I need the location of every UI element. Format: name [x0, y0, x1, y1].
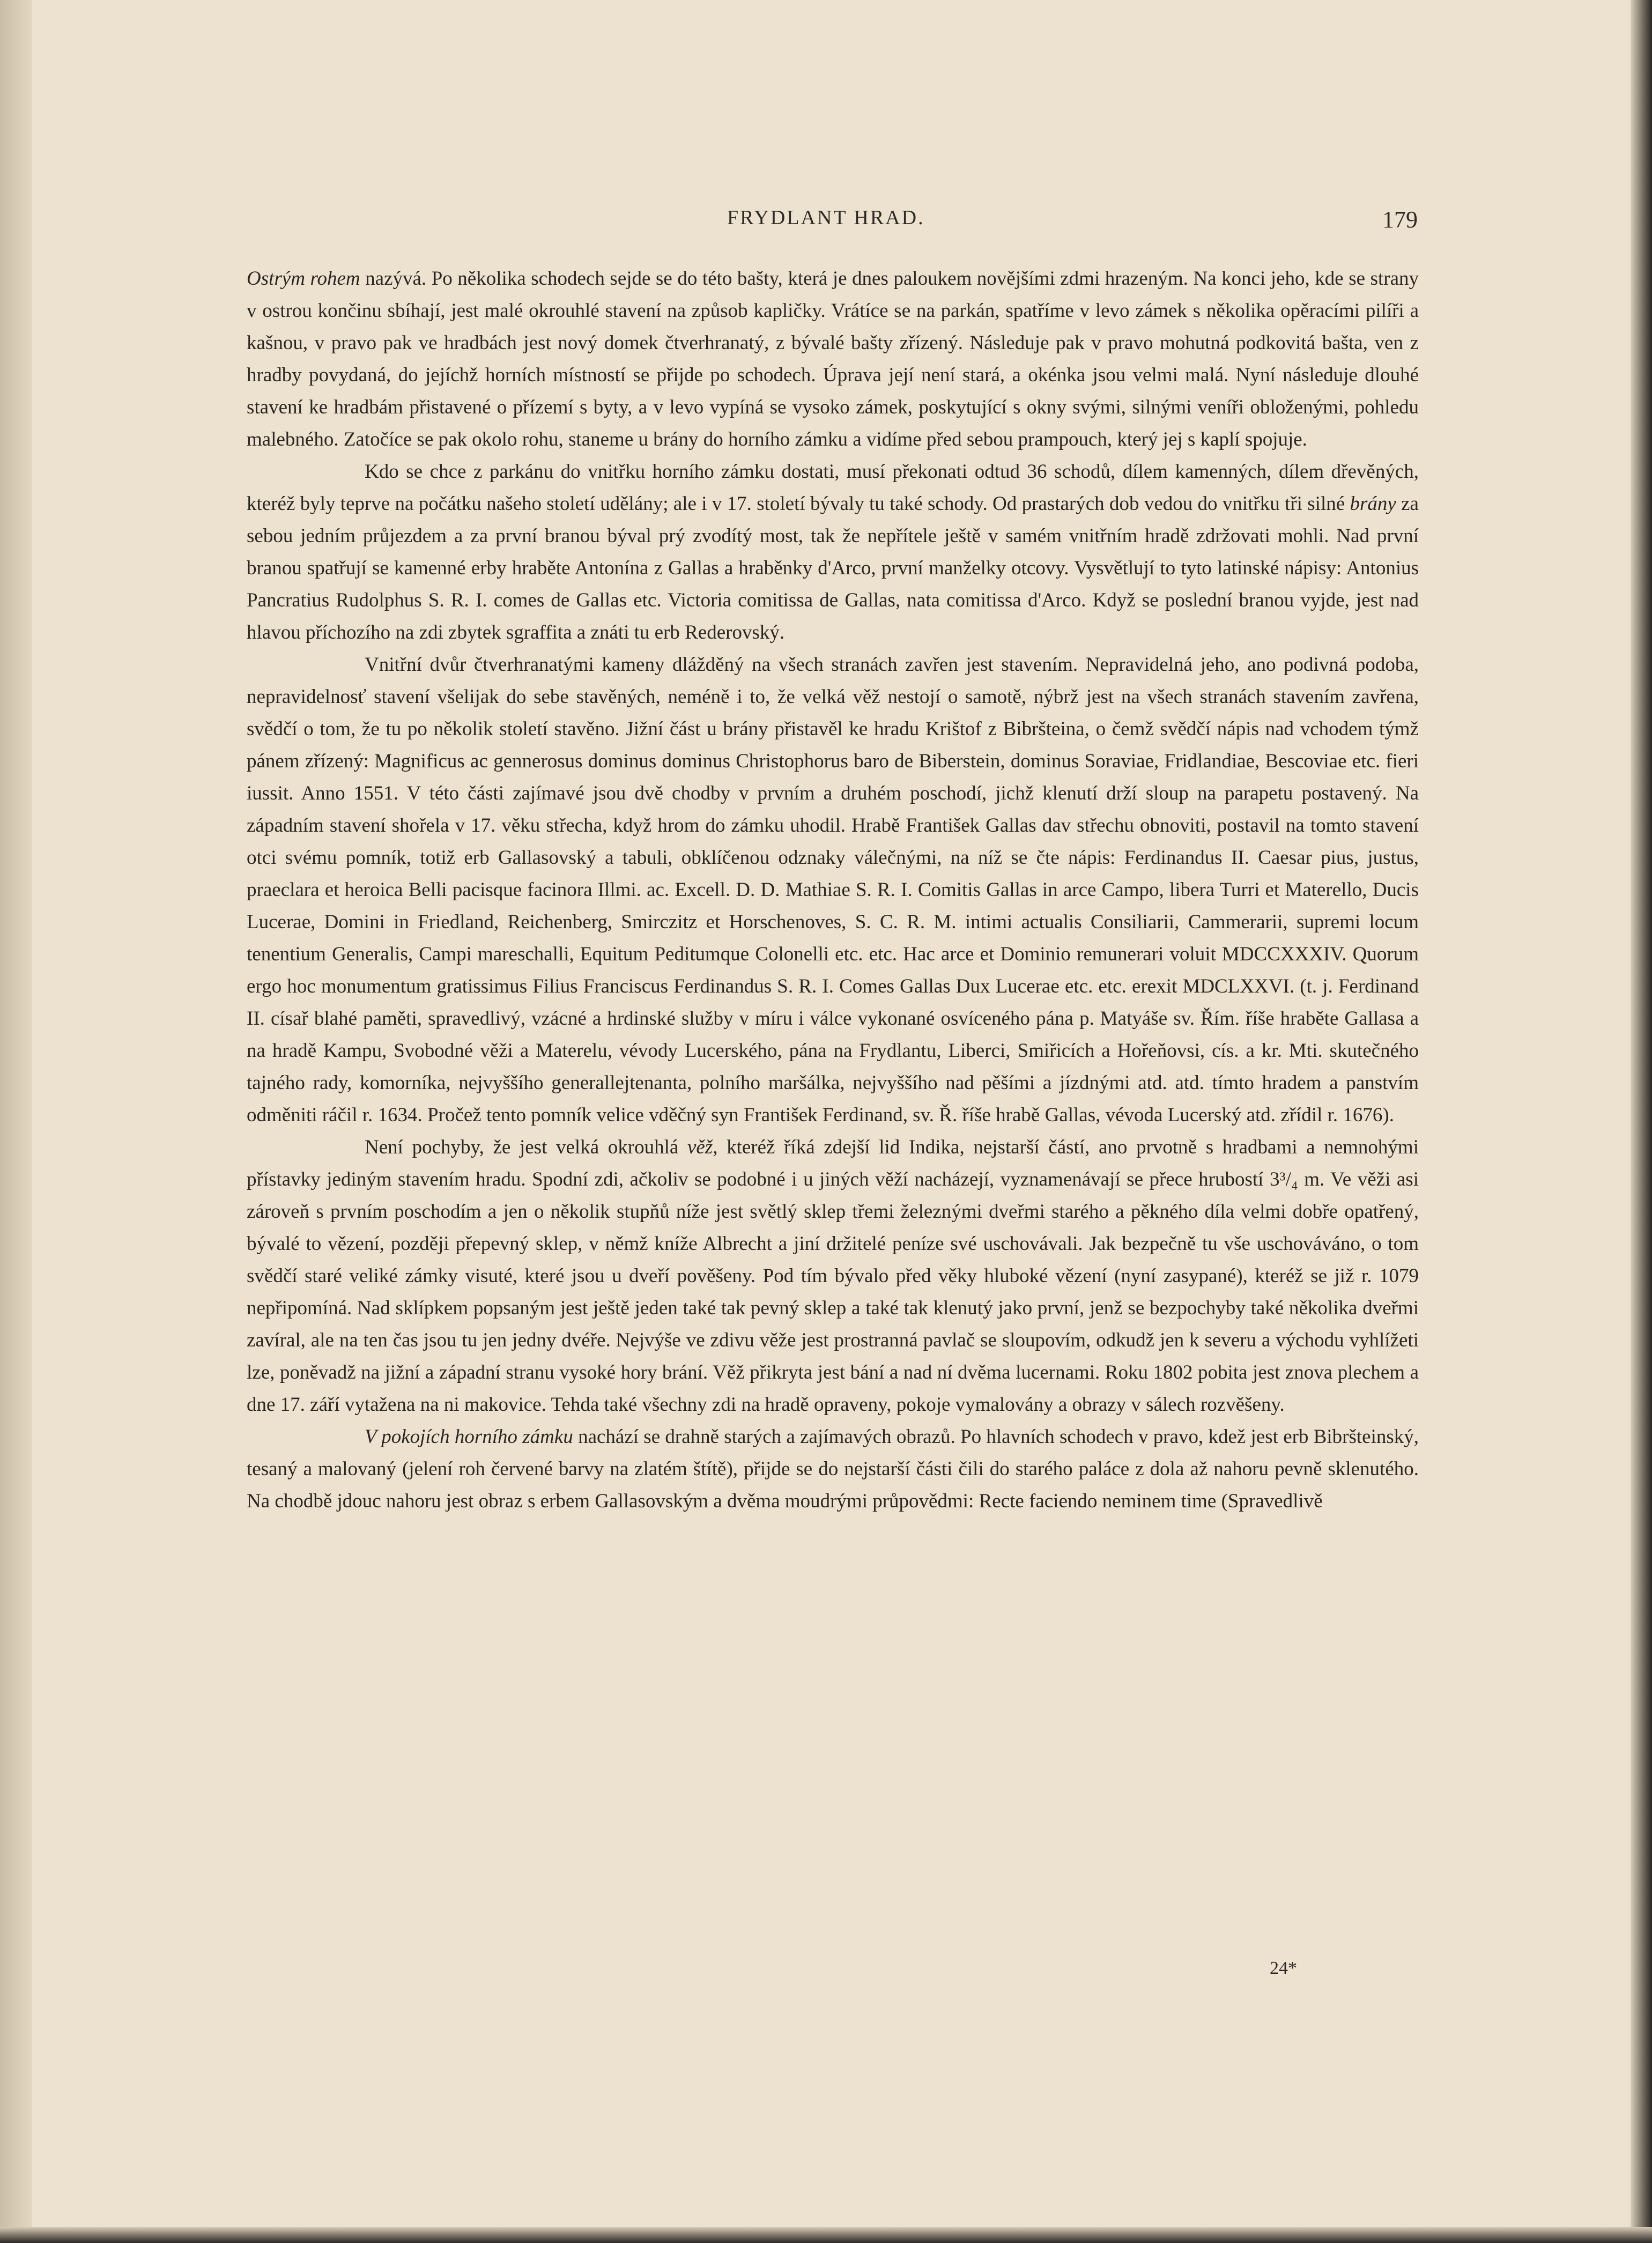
page-edge-bottom — [0, 2227, 1652, 2243]
paragraph-3-text: Vnitřní dvůr čtverhranatými kameny dlážděný na všech stranách zavřen jest stavením. Nepravidelná jeho, ano podivná podoba, nepravidelnosť stavení všelijak do sebe stavěných, neméně i to, že velká věž nestojí o samotě, nýbrž jest na všech stranách stavením zavřena, svědčí o tom, že tu po několik století stavěno. Jižní část u brány přistavěl ke hradu Krištof z Bibršteina, o čemž svědčí nápis nad vchodem týmž pánem zřízený: Magnificus ac gennerosus dominus dominus Christophorus baro de Biberstein, dominus Soraviae, Fridlandiae, Bescoviae etc. fieri iussit. Anno 1551. V této části zajímavé jsou dvě chodby v prvním a druhém poschodí, jichž klenutí drží sloup na parapetu postavený. Na západním stavení shořela v 17. věku střecha, když hrom do zámku uhodil. Hrabě František Gallas dav střechu obnoviti, postavil na tomto stavení otci svému pomník, totiž erb Gallasovský a tabuli, obklíčenou odznaky válečnými, na níž se čte nápis: Ferdinandus II. Caesar pius, justus, praeclara et heroica Belli pacisque facinora Illmi. ac. Excell. D. D. Mathiae S. R. I. Comitis Gallas in arce Campo, libera Turri et Materello, Ducis Lucerae, Domini in Friedland, Reichenberg, Smirczitz et Horschenoves, S. C. R. M. intimi actualis Consiliarii, Cammerarii, supremi locum tenentium Generalis, Campi mareschalli, Equitum Peditumque Colonelli etc. etc. Hac arce et Dominio remunerari voluit MDCCXXXIV. Quorum ergo hoc monumentum gratissimus Filius Franciscus Ferdinandus S. R. I. Comes Gallas Dux Lucerae etc. etc. erexit MDCLXXVI. (t. j. Ferdinand II. císař blahé paměti, spravedlivý, vzácné a hrdinské služby v míru i válce vykonané osvíceného pána p. Matyáše sv. Řím. říše hraběte Gallasa a na hradě Kampu, Svobodné věži a Materelu, vévody Lucerského, pána na Frydlantu, Liberci, Smiřicích a Hořeňovsi, cís. a kr. Mti. skutečného tajného rady, komorníka, nejvyššího generallejtenanta, polního maršálka, nejvyššího nad pěšími a jízdnými atd. atd. tímto hradem a panstvím odměniti ráčil r. 1634. Pročež tento pomník velice vděčný syn František Ferdinand, sv. Ř. říše hrabě Gallas, vévoda Lucerský atd. zřídil r. 1676). — [247, 654, 1419, 1126]
paragraph-2-text-before: Kdo se chce z parkánu do vnitřku horního zámku dostati, musí překonati odtud 36 schodů, dílem kamenných, dílem dřevěných, kteréž byly teprve na počátku našeho století udělány; ale i v 17. století bývaly tu také schody. Od prastarých dob vedou do vnitřku tři silné — [247, 461, 1419, 515]
paragraph-2-text-after: za sebou jedním průjezdem a za první branou býval prý zvodítý most, tak že nepřítele ještě v samém vnitřním hradě zdržovati mohli. Nad první branou spatřují se kamenné erby hraběte Antonína z Gallas a hraběnky d'Arco, první manželky otcovy. Vysvětlují to tyto latinské nápisy: Antonius Pancratius Rudolphus S. R. I. comes de Gallas etc. Victoria comitissa de Gallas, nata comitissa d'Arco. Když se poslední branou vyjde, jest nad hlavou příchozího na zdi zbytek sgraffita a znáti tu erb Rederovský. — [247, 493, 1419, 643]
paragraph-4-text-before: Není pochyby, že jest velká okrouhlá — [365, 1136, 687, 1158]
paragraph-1 — [247, 263, 1419, 456]
page-number: 179 — [1382, 206, 1418, 233]
paragraph-4-text-after: , kteréž říká zdejší lid Indika, nejstarší částí, ano prvotně s hradbami a nemnohými přístavky jediným stavením hradu. Spodní zdi, ačkoliv se podobné i u jiných věží nacházejí, vyznamenávají se přece hrubostí 3³/₄ m. Ve věži asi zároveň s prvním poschodím a jen o několik stupňů níže jest světlý sklep třemi železnými dveřmi starého a pěkného díla velmi dobře opatřený, bývalé to vězení, později přepevný sklep, v němž kníže Albrecht a jiní držitelé peníze své uschovávali. Jak bezpečně tu vše uschováváno, o tom svědčí staré veliké zámky visuté, které jsou u dveří pověšeny. Pod tím bývalo před věky hluboké vězení (nyní zasypané), kteréž se již r. 1079 nepřipomíná. Nad sklípkem popsaným jest ještě jeden také tak pevný sklep a také tak klenutý jako první, jenž se bezpochyby také několika dveřmi zavíral, ale na ten čas jsou tu jen jedny dvéře. Nejvýše ve zdivu věže jest prostranná pavlač se sloupovím, odkudž jen k severu a východu vyhlížeti lze, poněvadž na jižní a západní stranu vysoké hory brání. Věž přikryta jest bání a nad ní dvěma lucernami. Roku 1802 pobita jest znova plechem a dne 17. září vytažena na ni makovice. Tehda také všechny zdi na hradě opraveny, pokoje vymalovány a obrazy v sálech rozvěšeny. — [247, 1136, 1419, 1416]
running-title: FRYDLANT HRAD. — [727, 206, 925, 229]
signature-mark: 24* — [1270, 1958, 1297, 1978]
page-edge-right — [1631, 0, 1652, 2243]
paragraph-1-text: nazývá. Po několika schodech sejde se do této bašty, která je dnes paloukem novějšími zdmi hrazeným. Na konci jeho, kde se strany v ostrou končinu sbíhají, jest malé okrouhlé stavení na způsob kapličky. Vrátíce se na parkán, spatříme v levo zámek s několika opěracími pilíři a kašnou, v pravo pak ve hradbách jest nový domek čtverhranatý, z bývalé bašty zřízený. Následuje pak v pravo mohutná podkovitá bašta, ven z hradby povydaná, do jejíchž horních místností se přijde po schodech. Úprava její není stará, a okénka jsou velmi malá. Nyní následuje dlouhé stavení ke hradbám přistavené o přízemí s byty, a v levo vypíná se vysoko zámek, poskytující s okny svými, silnými veníři obloženými, pohledu malebného. Zatočíce se pak okolo rohu, staneme u brány do horního zámku a vidíme před sebou prampouch, který jej s kaplí spojuje. — [247, 268, 1419, 450]
paragraph-4-italic: věž — [687, 1136, 713, 1158]
paragraph-5 — [247, 1421, 1419, 1517]
body-text — [247, 263, 1419, 1517]
paragraph-5-text-after: nachází se drahně starých a zajímavých obrazů. Po hlavních schodech v pravo, kdež jest erb Bibršteinský, tesaný a malovaný (jelení roh červené barvy na zlatém štítě), přijde se do nejstarší části čili do starého paláce z dola až nahoru pevně sklenutého. Na chodbě jdouc nahoru jest obraz s erbem Gallasovským a dvěma moudrými průpovědmi: Recte faciendo neminem time (Spravedlivě — [247, 1426, 1419, 1512]
page-gutter — [0, 0, 32, 2243]
paragraph-3 — [247, 649, 1419, 1131]
paragraph-1-italic: Ostrým rohem — [247, 268, 360, 290]
paragraph-2-italic: brány — [1350, 493, 1396, 515]
paragraph-4 — [247, 1131, 1419, 1421]
paragraph-2 — [247, 456, 1419, 649]
paragraph-5-italic: V pokojích horního zámku — [365, 1426, 573, 1448]
